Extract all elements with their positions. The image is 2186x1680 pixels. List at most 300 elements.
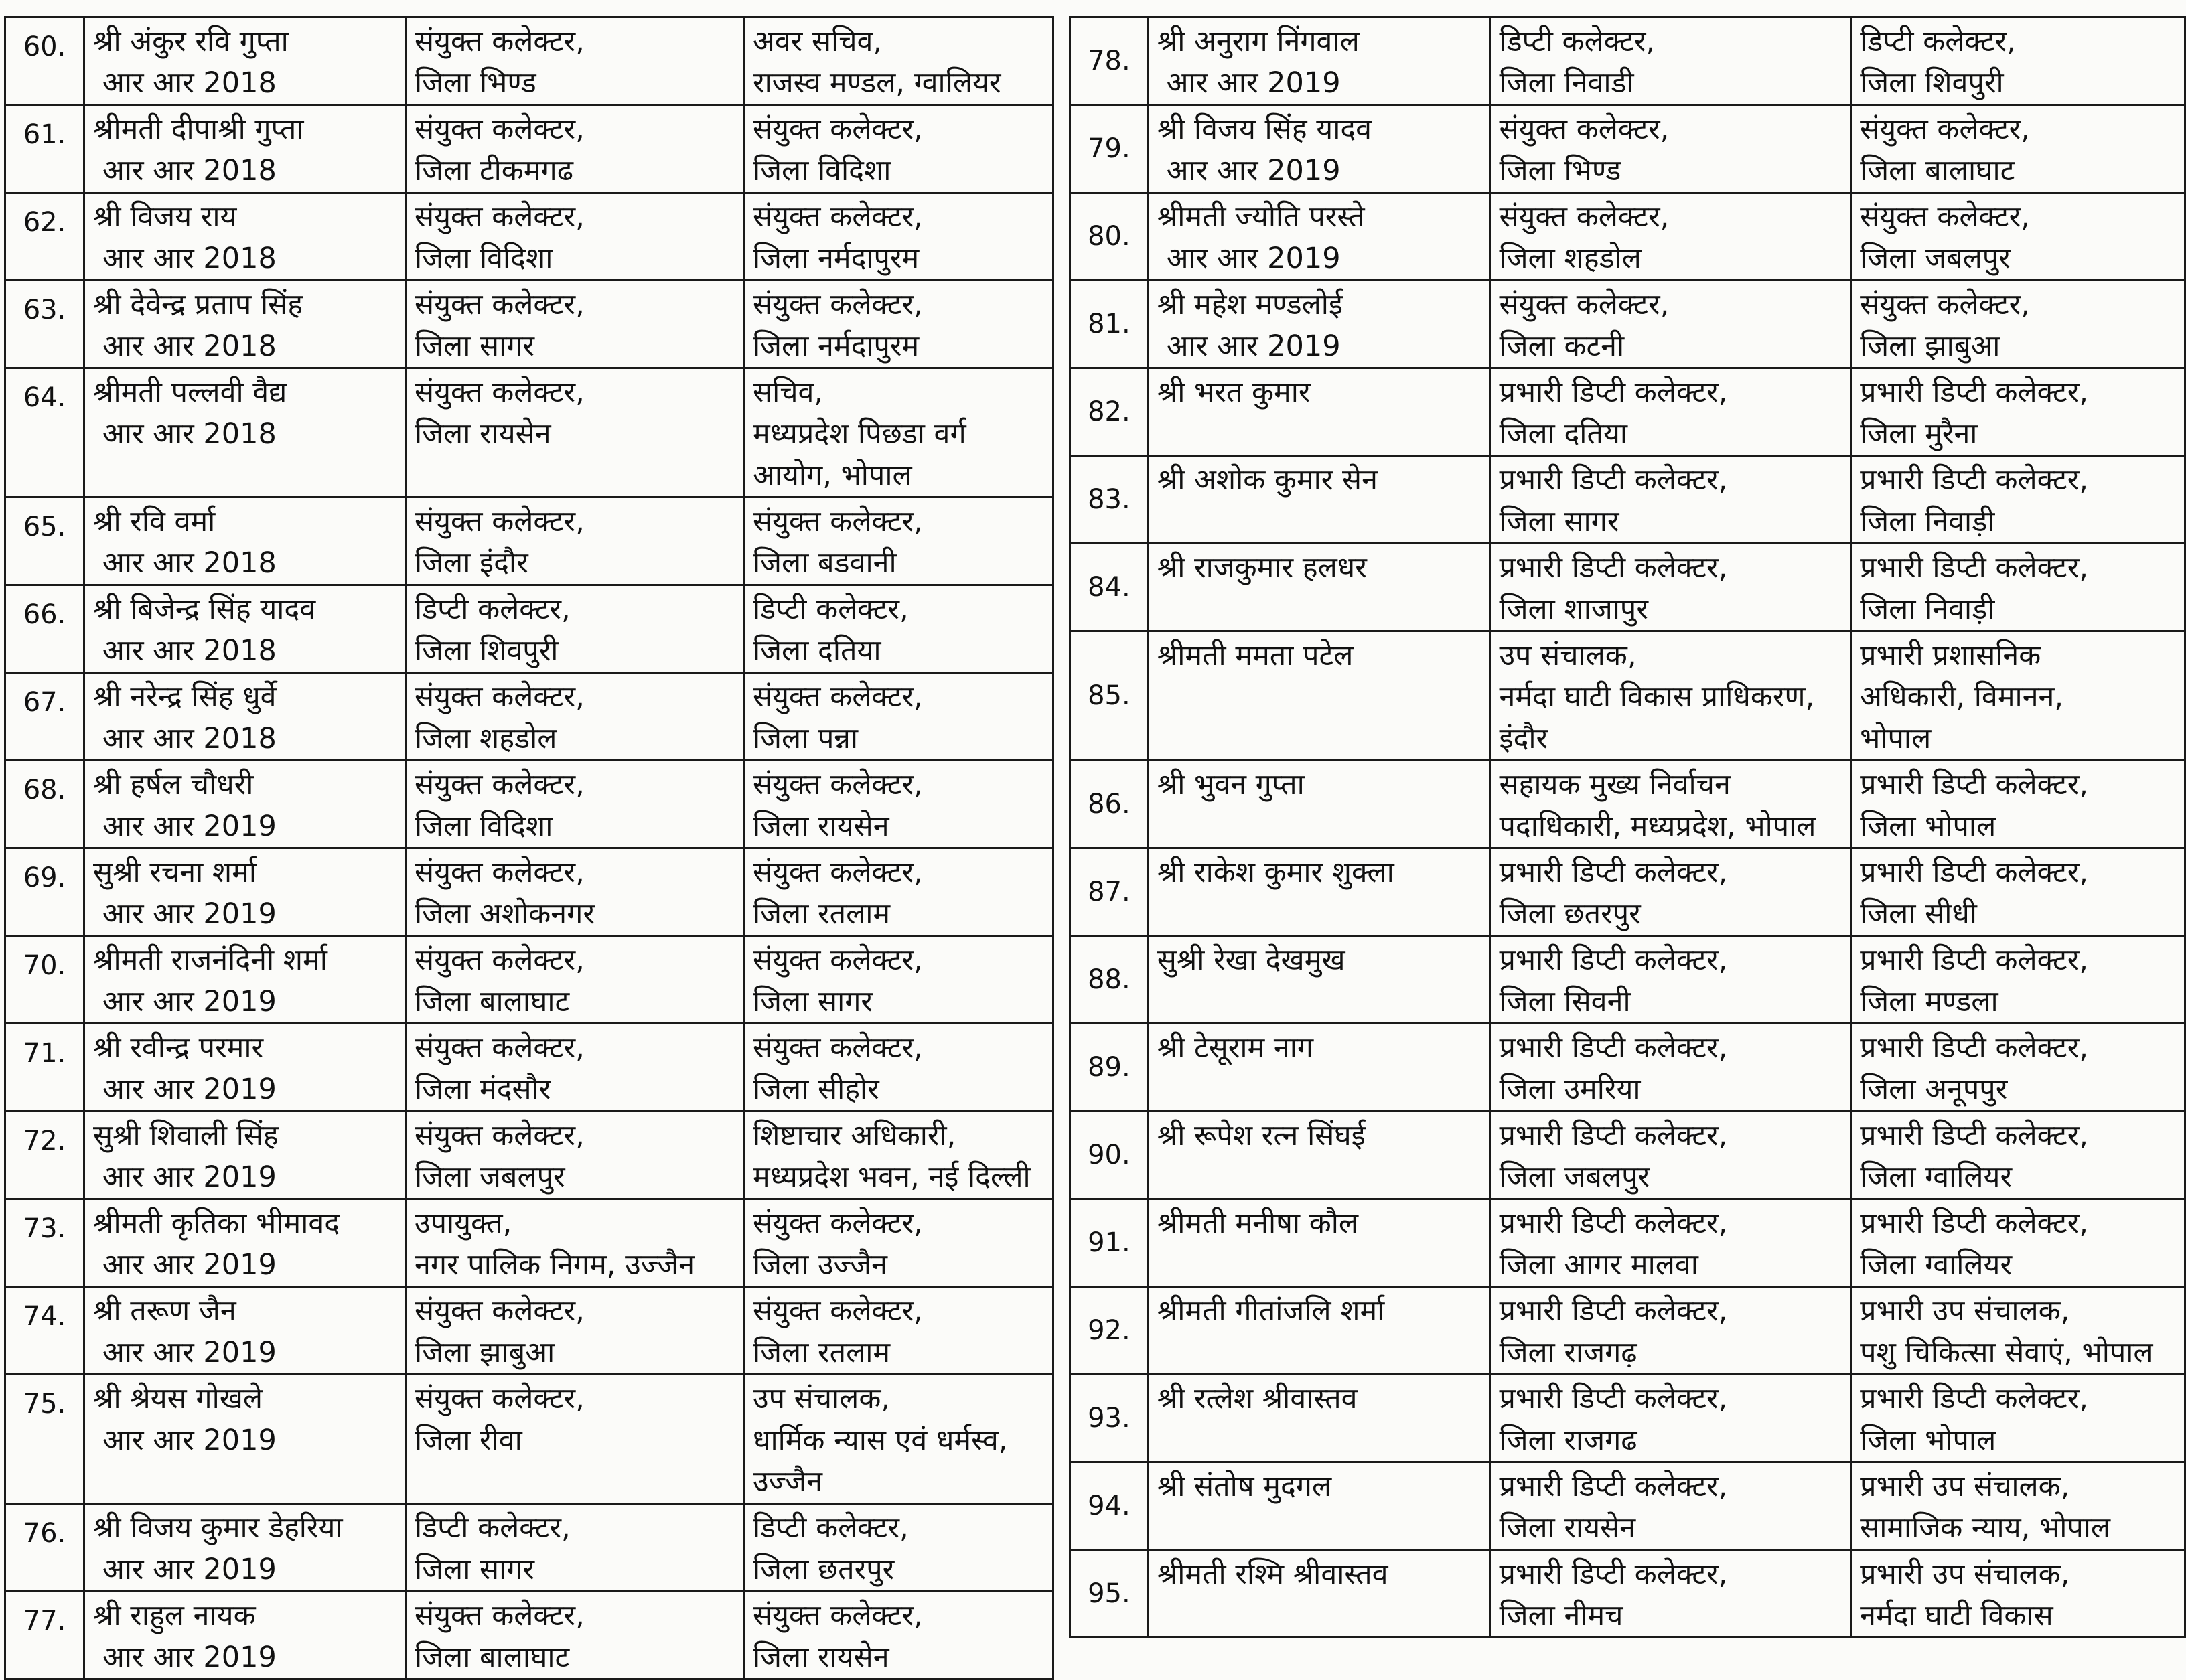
- officer-cell: [84, 17, 406, 105]
- officer-batch: आर आर 2018: [102, 546, 277, 580]
- new-posting-cell: [744, 1024, 1053, 1112]
- new-posting-line: जिला शिवपुरी: [1860, 66, 2004, 100]
- transfer-table-right-body: [1070, 17, 2185, 1638]
- new-posting-line: जिला बालाघाट: [1860, 154, 2015, 187]
- officer-name: श्री रूपेश रत्न सिंघई: [1157, 1119, 1366, 1152]
- serial-number: 76.: [5, 1504, 84, 1592]
- new-posting-cell: [1851, 1287, 2185, 1375]
- new-posting-line: प्रभारी डिप्टी कलेक्टर,: [1860, 943, 2088, 977]
- new-posting-cell: [1851, 17, 2185, 105]
- current-posting-cell: [1490, 1550, 1851, 1638]
- current-posting-line: जिला इंदौर: [415, 546, 528, 580]
- current-posting-line: जिला अशोकनगर: [415, 897, 595, 931]
- new-posting-line: मध्यप्रदेश पिछडा वर्ग: [753, 417, 966, 451]
- new-posting-line: जिला दतिया: [753, 634, 881, 668]
- officer-batch: आर आर 2019: [102, 985, 277, 1018]
- current-posting-line: प्रभारी डिप्टी कलेक्टर,: [1499, 1119, 1728, 1152]
- current-posting-line: प्रभारी डिप्टी कलेक्टर,: [1499, 463, 1728, 497]
- current-posting-cell: [1490, 1024, 1851, 1112]
- current-posting-line: संयुक्त कलेक्टर,: [415, 505, 585, 538]
- serial-number: 71.: [5, 1024, 84, 1112]
- new-posting-line: संयुक्त कलेक्टर,: [753, 680, 923, 714]
- current-posting-cell: [406, 673, 744, 761]
- current-posting-line: प्रभारी डिप्टी कलेक्टर,: [1499, 1031, 1728, 1065]
- new-posting-line: जिला बडवानी: [753, 546, 897, 580]
- officer-name: श्री संतोष मुदगल: [1157, 1470, 1332, 1503]
- new-posting-line: प्रभारी डिप्टी कलेक्टर,: [1860, 1207, 2088, 1240]
- current-posting-line: संयुक्त कलेक्टर,: [415, 1294, 585, 1328]
- new-posting-line: नर्मदा घाटी विकास: [1860, 1599, 2053, 1632]
- new-posting-line: प्रभारी डिप्टी कलेक्टर,: [1860, 463, 2088, 497]
- current-posting-line: जिला विदिशा: [415, 242, 553, 275]
- officer-batch: आर आर 2019: [102, 1336, 277, 1369]
- serial-number: 70.: [5, 936, 84, 1024]
- transfer-table-right: [1069, 16, 2186, 1638]
- current-posting-line: प्रभारी डिप्टी कलेक्टर,: [1499, 1382, 1728, 1416]
- current-posting-line: जिला रीवा: [415, 1424, 522, 1457]
- current-posting-line: प्रभारी डिप्टी कलेक्टर,: [1499, 856, 1728, 889]
- officer-cell: [84, 673, 406, 761]
- table-row: [5, 368, 1053, 498]
- current-posting-cell: [1490, 1375, 1851, 1462]
- table-row: [1070, 544, 2185, 631]
- officer-cell: [1148, 1287, 1490, 1375]
- serial-number: 91.: [1070, 1199, 1149, 1287]
- new-posting-line: प्रभारी डिप्टी कलेक्टर,: [1860, 1031, 2088, 1065]
- current-posting-cell: [1490, 761, 1851, 848]
- new-posting-cell: [744, 17, 1053, 105]
- new-posting-line: जिला पन्ना: [753, 722, 859, 755]
- current-posting-cell: [406, 1504, 744, 1592]
- new-posting-cell: [1851, 1550, 2185, 1638]
- serial-number: 66.: [5, 585, 84, 673]
- officer-batch: आर आर 2019: [102, 810, 277, 843]
- transfer-table-left-body: [5, 17, 1053, 1679]
- new-posting-cell: [744, 281, 1053, 368]
- serial-number: 74.: [5, 1287, 84, 1375]
- new-posting-line: संयुक्त कलेक्टर,: [1860, 112, 2030, 146]
- serial-number: 80.: [1070, 193, 1149, 281]
- new-posting-cell: [1851, 1024, 2185, 1112]
- current-posting-cell: [1490, 368, 1851, 456]
- current-posting-cell: [1490, 281, 1851, 368]
- officer-cell: [84, 193, 406, 281]
- current-posting-cell: [406, 105, 744, 193]
- officer-name: श्री रवीन्द्र परमार: [93, 1031, 264, 1065]
- current-posting-line: सहायक मुख्य निर्वाचन: [1499, 768, 1731, 801]
- current-posting-line: डिप्टी कलेक्टर,: [415, 593, 571, 626]
- current-posting-cell: [406, 281, 744, 368]
- officer-name: श्री विजय सिंह यादव: [1157, 112, 1372, 146]
- current-posting-cell: [1490, 1287, 1851, 1375]
- table-row: [5, 1375, 1053, 1504]
- current-posting-line: जिला मंदसौर: [415, 1073, 551, 1106]
- table-row: [1070, 17, 2185, 105]
- new-posting-cell: [744, 193, 1053, 281]
- table-row: [5, 673, 1053, 761]
- officer-name: श्रीमती राजनंदिनी शर्मा: [93, 943, 327, 977]
- new-posting-cell: [1851, 368, 2185, 456]
- current-posting-cell: [406, 1287, 744, 1375]
- officer-batch: आर आर 2019: [102, 1640, 277, 1674]
- current-posting-line: जिला सागर: [1499, 505, 1619, 538]
- officer-batch: आर आर 2019: [102, 897, 277, 931]
- current-posting-line: जिला शिवपुरी: [415, 634, 559, 668]
- officer-cell: [1148, 1550, 1490, 1638]
- table-row: [5, 936, 1053, 1024]
- officer-name: श्री अशोक कुमार सेन: [1157, 463, 1378, 497]
- table-row: [5, 1199, 1053, 1287]
- current-posting-line: जिला आगर मालवा: [1499, 1248, 1698, 1282]
- current-posting-line: नर्मदा घाटी विकास प्राधिकरण,: [1499, 680, 1815, 714]
- current-posting-line: जिला निवाडी: [1499, 66, 1634, 100]
- officer-batch: आर आर 2019: [1166, 154, 1341, 187]
- new-posting-line: जिला उज्जैन: [753, 1248, 887, 1282]
- new-posting-cell: [744, 1375, 1053, 1504]
- new-posting-cell: [1851, 1462, 2185, 1550]
- officer-cell: [84, 936, 406, 1024]
- current-posting-line: प्रभारी डिप्टी कलेक्टर,: [1499, 943, 1728, 977]
- officer-cell: [1148, 1112, 1490, 1199]
- new-posting-cell: [744, 1592, 1053, 1679]
- officer-cell: [84, 281, 406, 368]
- officer-batch: आर आर 2018: [102, 329, 277, 363]
- officer-cell: [1148, 456, 1490, 544]
- officer-cell: [84, 585, 406, 673]
- officer-name: सुश्री रचना शर्मा: [93, 856, 257, 889]
- new-posting-line: जिला जबलपुर: [1860, 242, 2011, 275]
- officer-name: श्रीमती मनीषा कौल: [1157, 1207, 1359, 1240]
- serial-number: 89.: [1070, 1024, 1149, 1112]
- new-posting-line: संयुक्त कलेक्टर,: [753, 505, 923, 538]
- current-posting-line: प्रभारी डिप्टी कलेक्टर,: [1499, 1470, 1728, 1503]
- current-posting-line: जिला जबलपुर: [415, 1160, 565, 1194]
- officer-batch: आर आर 2019: [1166, 329, 1341, 363]
- officer-cell: [84, 368, 406, 498]
- new-posting-line: संयुक्त कलेक्टर,: [753, 112, 923, 146]
- new-posting-cell: [1851, 105, 2185, 193]
- new-posting-line: प्रभारी डिप्टी कलेक्टर,: [1860, 768, 2088, 801]
- serial-number: 69.: [5, 848, 84, 936]
- new-posting-line: संयुक्त कलेक्टर,: [1860, 200, 2030, 234]
- new-posting-line: जिला रायसेन: [753, 810, 889, 843]
- officer-cell: [84, 848, 406, 936]
- new-posting-line: जिला सीहोर: [753, 1073, 879, 1106]
- current-posting-line: जिला जबलपुर: [1499, 1160, 1650, 1194]
- officer-name: श्री देवेन्द्र प्रताप सिंह: [93, 288, 303, 321]
- new-posting-cell: [1851, 1375, 2185, 1462]
- officer-batch: आर आर 2019: [1166, 242, 1341, 275]
- new-posting-line: उज्जैन: [753, 1465, 822, 1499]
- officer-name: श्रीमती दीपाश्री गुप्ता: [93, 112, 304, 146]
- officer-cell: [1148, 761, 1490, 848]
- officer-cell: [1148, 1375, 1490, 1462]
- officer-batch: आर आर 2019: [102, 1248, 277, 1282]
- new-posting-line: प्रभारी प्रशासनिक: [1860, 639, 2041, 672]
- officer-batch: आर आर 2019: [102, 1160, 277, 1194]
- officer-name: श्रीमती ज्योति परस्ते: [1157, 200, 1365, 234]
- officer-cell: [1148, 368, 1490, 456]
- table-row: [1070, 1024, 2185, 1112]
- new-posting-line: जिला सागर: [753, 985, 873, 1018]
- transfer-table-left: [4, 16, 1054, 1680]
- new-posting-cell: [1851, 848, 2185, 936]
- table-row: [1070, 848, 2185, 936]
- current-posting-line: उप संचालक,: [1499, 639, 1637, 672]
- new-posting-line: संयुक्त कलेक्टर,: [753, 1207, 923, 1240]
- table-row: [5, 281, 1053, 368]
- serial-number: 79.: [1070, 105, 1149, 193]
- new-posting-line: जिला विदिशा: [753, 154, 891, 187]
- new-posting-line: सचिव,: [753, 376, 824, 409]
- current-posting-line: संयुक्त कलेक्टर,: [415, 25, 585, 58]
- new-posting-line: प्रभारी डिप्टी कलेक्टर,: [1860, 376, 2088, 409]
- new-posting-line: भोपाल: [1860, 722, 1932, 755]
- table-row: [5, 498, 1053, 585]
- current-posting-line: जिला सागर: [415, 329, 535, 363]
- table-row: [5, 761, 1053, 848]
- table-row: [1070, 193, 2185, 281]
- officer-name: श्री नरेन्द्र सिंह धुर्वे: [93, 680, 277, 714]
- new-posting-line: संयुक्त कलेक्टर,: [753, 288, 923, 321]
- table-row: [5, 1287, 1053, 1375]
- new-posting-cell: [1851, 1199, 2185, 1287]
- serial-number: 81.: [1070, 281, 1149, 368]
- new-posting-cell: [744, 1112, 1053, 1199]
- new-posting-line: धार्मिक न्यास एवं धर्मस्व,: [753, 1424, 1008, 1457]
- officer-name: श्री हर्षल चौधरी: [93, 768, 254, 801]
- new-posting-cell: [1851, 936, 2185, 1024]
- new-posting-line: उप संचालक,: [753, 1382, 891, 1416]
- officer-cell: [1148, 1462, 1490, 1550]
- new-posting-cell: [1851, 544, 2185, 631]
- current-posting-cell: [1490, 848, 1851, 936]
- officer-name: श्री भरत कुमार: [1157, 376, 1311, 409]
- officer-cell: [1148, 1199, 1490, 1287]
- serial-number: 88.: [1070, 936, 1149, 1024]
- current-posting-line: जिला शहडोल: [415, 722, 557, 755]
- new-posting-line: सामाजिक न्याय, भोपाल: [1860, 1511, 2111, 1545]
- current-posting-line: जिला बालाघाट: [415, 1640, 570, 1674]
- new-posting-cell: [744, 848, 1053, 936]
- new-posting-line: प्रभारी डिप्टी कलेक्टर,: [1860, 1119, 2088, 1152]
- current-posting-line: जिला सागर: [415, 1553, 535, 1586]
- serial-number: 65.: [5, 498, 84, 585]
- new-posting-cell: [744, 1504, 1053, 1592]
- current-posting-line: संयुक्त कलेक्टर,: [415, 1599, 585, 1632]
- current-posting-cell: [1490, 105, 1851, 193]
- current-posting-cell: [1490, 193, 1851, 281]
- current-posting-cell: [406, 1024, 744, 1112]
- new-posting-line: संयुक्त कलेक्टर,: [1860, 288, 2030, 321]
- new-posting-line: डिप्टी कलेक्टर,: [753, 1511, 909, 1545]
- serial-number: 64.: [5, 368, 84, 498]
- new-posting-line: जिला झाबुआ: [1860, 329, 2000, 363]
- new-posting-cell: [1851, 193, 2185, 281]
- officer-name: सुश्री शिवाली सिंह: [93, 1119, 279, 1152]
- new-posting-cell: [744, 1199, 1053, 1287]
- new-posting-line: प्रभारी डिप्टी कलेक्टर,: [1860, 1382, 2088, 1416]
- serial-number: 67.: [5, 673, 84, 761]
- current-posting-cell: [406, 17, 744, 105]
- officer-name: श्री राकेश कुमार शुक्ला: [1157, 856, 1394, 889]
- serial-number: 77.: [5, 1592, 84, 1679]
- table-row: [5, 1504, 1053, 1592]
- current-posting-line: संयुक्त कलेक्टर,: [415, 376, 585, 409]
- officer-cell: [84, 1112, 406, 1199]
- current-posting-cell: [406, 936, 744, 1024]
- serial-number: 95.: [1070, 1550, 1149, 1638]
- new-posting-line: जिला रतलाम: [753, 1336, 891, 1369]
- officer-name: श्री विजय राय: [93, 200, 237, 234]
- current-posting-cell: [406, 848, 744, 936]
- current-posting-line: जिला उमरिया: [1499, 1073, 1641, 1106]
- current-posting-line: जिला राजगढ़: [1499, 1336, 1637, 1369]
- officer-batch: आर आर 2018: [102, 154, 277, 187]
- current-posting-line: जिला दतिया: [1499, 417, 1628, 451]
- new-posting-cell: [744, 673, 1053, 761]
- serial-number: 73.: [5, 1199, 84, 1287]
- new-posting-line: जिला रतलाम: [753, 897, 891, 931]
- current-posting-line: संयुक्त कलेक्टर,: [415, 680, 585, 714]
- serial-number: 86.: [1070, 761, 1149, 848]
- officer-cell: [84, 1375, 406, 1504]
- officer-name: श्रीमती कृतिका भीमावद: [93, 1207, 340, 1240]
- current-posting-line: संयुक्त कलेक्टर,: [1499, 288, 1670, 321]
- new-posting-line: जिला ग्वालियर: [1860, 1248, 2013, 1282]
- current-posting-cell: [1490, 936, 1851, 1024]
- officer-cell: [1148, 281, 1490, 368]
- officer-name: श्री महेश मण्डलोई: [1157, 288, 1343, 321]
- officer-batch: आर आर 2018: [102, 634, 277, 668]
- current-posting-line: जिला राजगढ: [1499, 1424, 1637, 1457]
- serial-number: 85.: [1070, 631, 1149, 761]
- current-posting-cell: [406, 498, 744, 585]
- serial-number: 87.: [1070, 848, 1149, 936]
- serial-number: 83.: [1070, 456, 1149, 544]
- new-posting-line: संयुक्त कलेक्टर,: [753, 1599, 923, 1632]
- new-posting-line: मध्यप्रदेश भवन, नई दिल्ली: [753, 1160, 1031, 1194]
- table-row: [5, 1592, 1053, 1679]
- officer-name: सुश्री रेखा देखमुख: [1157, 943, 1345, 977]
- officer-cell: [84, 761, 406, 848]
- new-posting-line: डिप्टी कलेक्टर,: [753, 593, 909, 626]
- serial-number: 60.: [5, 17, 84, 105]
- current-posting-line: संयुक्त कलेक्टर,: [415, 200, 585, 234]
- serial-number: 93.: [1070, 1375, 1149, 1462]
- current-posting-cell: [1490, 1199, 1851, 1287]
- current-posting-line: संयुक्त कलेक्टर,: [1499, 200, 1670, 234]
- officer-name: श्री भुवन गुप्ता: [1157, 768, 1305, 801]
- new-posting-line: संयुक्त कलेक्टर,: [753, 1031, 923, 1065]
- table-row: [1070, 631, 2185, 761]
- serial-number: 78.: [1070, 17, 1149, 105]
- officer-cell: [84, 105, 406, 193]
- officer-batch: आर आर 2019: [102, 1073, 277, 1106]
- officer-name: श्री राहुल नायक: [93, 1599, 256, 1632]
- officer-name: श्रीमती गीतांजलि शर्मा: [1157, 1294, 1385, 1328]
- serial-number: 68.: [5, 761, 84, 848]
- current-posting-cell: [1490, 456, 1851, 544]
- current-posting-line: संयुक्त कलेक्टर,: [415, 856, 585, 889]
- current-posting-line: पदाधिकारी, मध्यप्रदेश, भोपाल: [1499, 810, 1816, 843]
- table-row: [5, 848, 1053, 936]
- officer-cell: [1148, 105, 1490, 193]
- current-posting-line: डिप्टी कलेक्टर,: [1499, 25, 1656, 58]
- current-posting-line: जिला कटनी: [1499, 329, 1625, 363]
- current-posting-line: जिला भिण्ड: [415, 66, 536, 100]
- serial-number: 82.: [1070, 368, 1149, 456]
- new-posting-line: जिला ग्वालियर: [1860, 1160, 2013, 1194]
- table-row: [1070, 1550, 2185, 1638]
- current-posting-line: जिला झाबुआ: [415, 1336, 555, 1369]
- table-row: [1070, 456, 2185, 544]
- current-posting-cell: [406, 761, 744, 848]
- serial-number: 94.: [1070, 1462, 1149, 1550]
- current-posting-line: प्रभारी डिप्टी कलेक्टर,: [1499, 551, 1728, 585]
- new-posting-line: जिला सीधी: [1860, 897, 1977, 931]
- table-row: [5, 1112, 1053, 1199]
- table-row: [5, 17, 1053, 105]
- current-posting-cell: [406, 1199, 744, 1287]
- current-posting-cell: [406, 585, 744, 673]
- new-posting-cell: [744, 498, 1053, 585]
- officer-name: श्री टेसूराम नाग: [1157, 1031, 1314, 1065]
- new-posting-line: प्रभारी डिप्टी कलेक्टर,: [1860, 551, 2088, 585]
- current-posting-line: जिला शाजापुर: [1499, 593, 1648, 626]
- table-row: [1070, 368, 2185, 456]
- new-posting-line: अवर सचिव,: [753, 25, 883, 58]
- new-posting-line: प्रभारी उप संचालक,: [1860, 1470, 2070, 1503]
- current-posting-cell: [1490, 544, 1851, 631]
- new-posting-line: संयुक्त कलेक्टर,: [753, 943, 923, 977]
- table-row: [5, 193, 1053, 281]
- current-posting-line: जिला छतरपुर: [1499, 897, 1641, 931]
- table-row: [1070, 105, 2185, 193]
- current-posting-line: नगर पालिक निगम, उज्जैन: [415, 1248, 695, 1282]
- current-posting-cell: [406, 193, 744, 281]
- current-posting-cell: [1490, 631, 1851, 761]
- new-posting-line: पशु चिकित्सा सेवाएं, भोपाल: [1860, 1336, 2153, 1369]
- current-posting-cell: [1490, 1112, 1851, 1199]
- officer-name: श्रीमती रश्मि श्रीवास्तव: [1157, 1557, 1388, 1591]
- officer-cell: [84, 1287, 406, 1375]
- table-row: [5, 105, 1053, 193]
- officer-batch: आर आर 2018: [102, 417, 277, 451]
- officer-batch: आर आर 2018: [102, 66, 277, 100]
- new-posting-line: जिला छतरपुर: [753, 1553, 895, 1586]
- new-posting-line: जिला भोपाल: [1860, 810, 1996, 843]
- new-posting-cell: [1851, 761, 2185, 848]
- new-posting-line: जिला निवाड़ी: [1860, 593, 1995, 626]
- current-posting-line: संयुक्त कलेक्टर,: [415, 112, 585, 146]
- current-posting-line: जिला बालाघाट: [415, 985, 570, 1018]
- officer-cell: [84, 1024, 406, 1112]
- new-posting-cell: [744, 761, 1053, 848]
- table-row: [1070, 1375, 2185, 1462]
- officer-name: श्री अनुराग निंगवाल: [1157, 25, 1360, 58]
- officer-name: श्री श्रेयस गोखले: [93, 1382, 263, 1416]
- current-posting-line: जिला टीकमगढ: [415, 154, 573, 187]
- officer-cell: [84, 1504, 406, 1592]
- new-posting-line: जिला नर्मदापुरम: [753, 329, 920, 363]
- current-posting-cell: [406, 1592, 744, 1679]
- serial-number: 75.: [5, 1375, 84, 1504]
- current-posting-line: जिला सिवनी: [1499, 985, 1631, 1018]
- serial-number: 84.: [1070, 544, 1149, 631]
- new-posting-cell: [1851, 631, 2185, 761]
- new-posting-line: शिष्टाचार अधिकारी,: [753, 1119, 956, 1152]
